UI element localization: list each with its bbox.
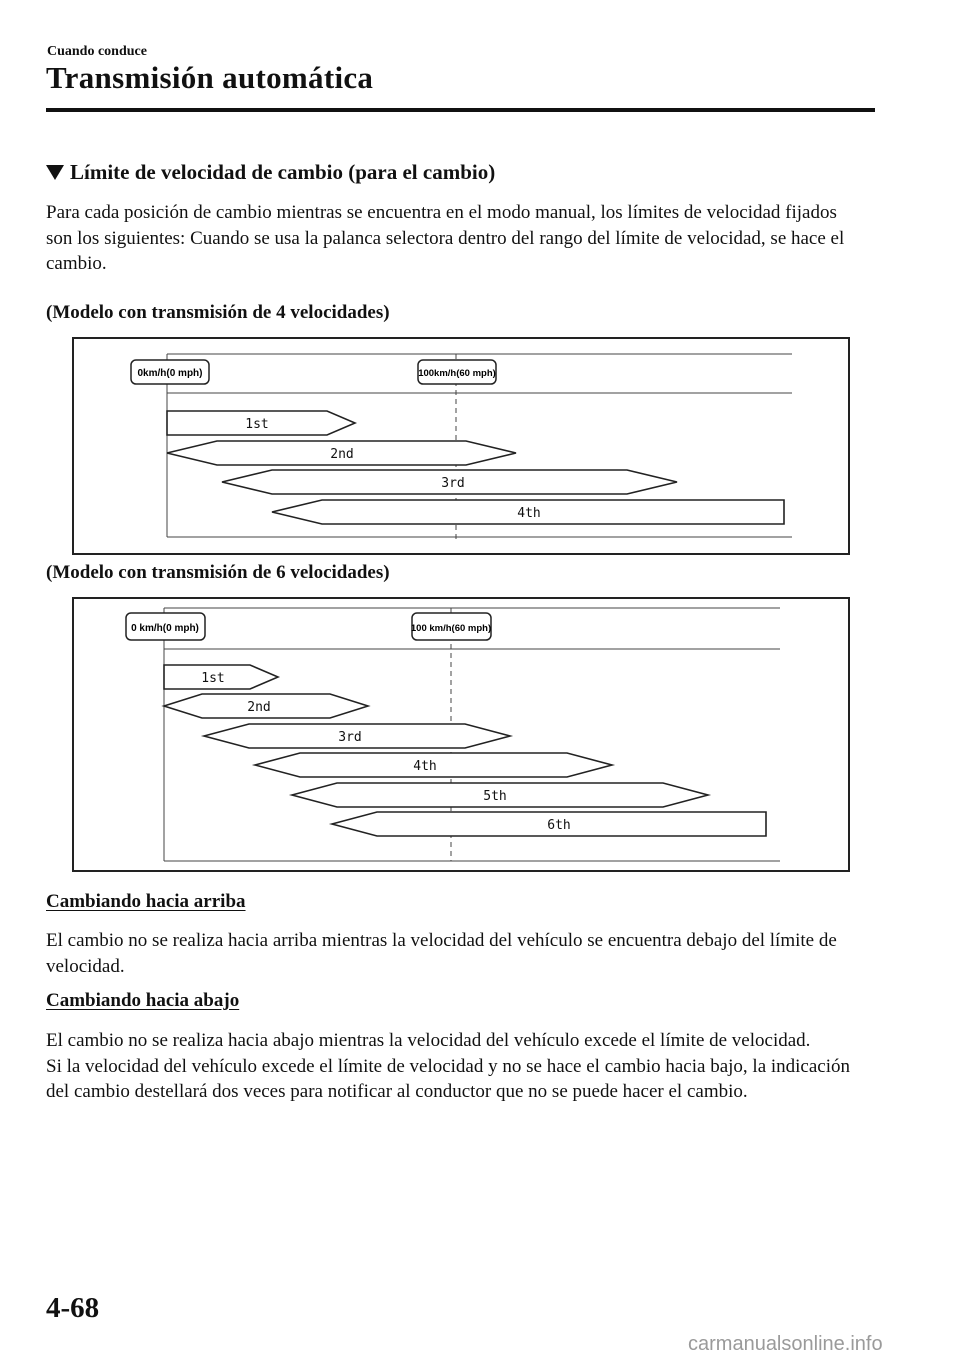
gear-range-6th <box>332 812 766 836</box>
diagram-6speed-caption: (Modelo con transmisión de 6 velocidades) <box>46 562 390 583</box>
speed-label-zero <box>126 613 205 640</box>
header-rule <box>46 108 875 112</box>
gear-label: 1st <box>201 671 225 686</box>
diagram-6speed <box>72 597 850 872</box>
speed-label-hundred <box>411 613 491 640</box>
gear-label: 4th <box>517 506 541 521</box>
downshift-text-2: Si la velocidad del vehículo excede el límite de velocidad y no se hace el cambio hacia bajo, la indicación del cambio destellará dos veces para notificar al conductor que no se puede hacer el cambio. <box>46 1055 851 1102</box>
svg-text:100 km/h(60 mph): 100 km/h(60 mph) <box>410 623 492 634</box>
subheading-text: Límite de velocidad de cambio (para el cambio) <box>70 160 496 184</box>
watermark: carmanualsonline.info <box>688 1333 883 1355</box>
gear-range-2nd <box>164 694 368 718</box>
intro-paragraph: Para cada posición de cambio mientras se encuentra en el modo manual, los límites de velocidad fijados son los siguientes: Cuando se usa la palanca selectora dentro del rango del límite de velocidad, se hace el cambio. <box>46 202 845 274</box>
gear-label: 3rd <box>441 476 465 491</box>
upshift-text: El cambio no se realiza hacia arriba mientras la velocidad del vehículo se encuentra debajo del límite de velocidad. <box>46 930 837 977</box>
svg-text:0km/h(0 mph): 0km/h(0 mph) <box>137 368 203 379</box>
gear-label: 4th <box>413 759 437 774</box>
speed-label-hundred <box>418 360 496 384</box>
upshift-heading: Cambiando hacia arriba <box>46 891 246 912</box>
section-title: Transmisión automática <box>46 60 374 95</box>
downshift-text <box>46 1028 866 1105</box>
page-number: 4-68 <box>46 1292 100 1324</box>
diagram-4speed-caption: (Modelo con transmisión de 4 velocidades) <box>46 302 390 323</box>
gear-range-2nd <box>167 441 516 465</box>
gear-label: 2nd <box>330 447 354 462</box>
gear-range-5th <box>292 783 708 807</box>
svg-text:100km/h(60 mph): 100km/h(60 mph) <box>418 368 496 379</box>
gear-range-3rd <box>204 724 510 748</box>
gear-label: 5th <box>483 789 507 804</box>
gear-label: 2nd <box>247 700 271 715</box>
gear-range-1st <box>164 665 278 689</box>
chapter-title: Cuando conduce <box>47 44 147 59</box>
gear-range-4th <box>272 500 784 524</box>
gear-range-4th <box>255 753 612 777</box>
gear-label: 1st <box>245 417 269 432</box>
triangle-bullet-icon <box>46 165 64 180</box>
gear-label: 3rd <box>338 730 362 745</box>
speed-label-zero <box>131 360 209 384</box>
gear-label: 6th <box>547 818 571 833</box>
downshift-text-1: El cambio no se realiza hacia abajo mientras la velocidad del vehículo excede el límite de velocidad. <box>46 1030 811 1051</box>
downshift-heading: Cambiando hacia abajo <box>46 990 240 1011</box>
svg-text:0 km/h(0 mph): 0 km/h(0 mph) <box>131 623 199 634</box>
subheading <box>46 160 495 185</box>
gear-range-1st <box>167 411 355 435</box>
diagram-4speed <box>72 337 850 555</box>
gear-range-3rd <box>222 470 677 494</box>
